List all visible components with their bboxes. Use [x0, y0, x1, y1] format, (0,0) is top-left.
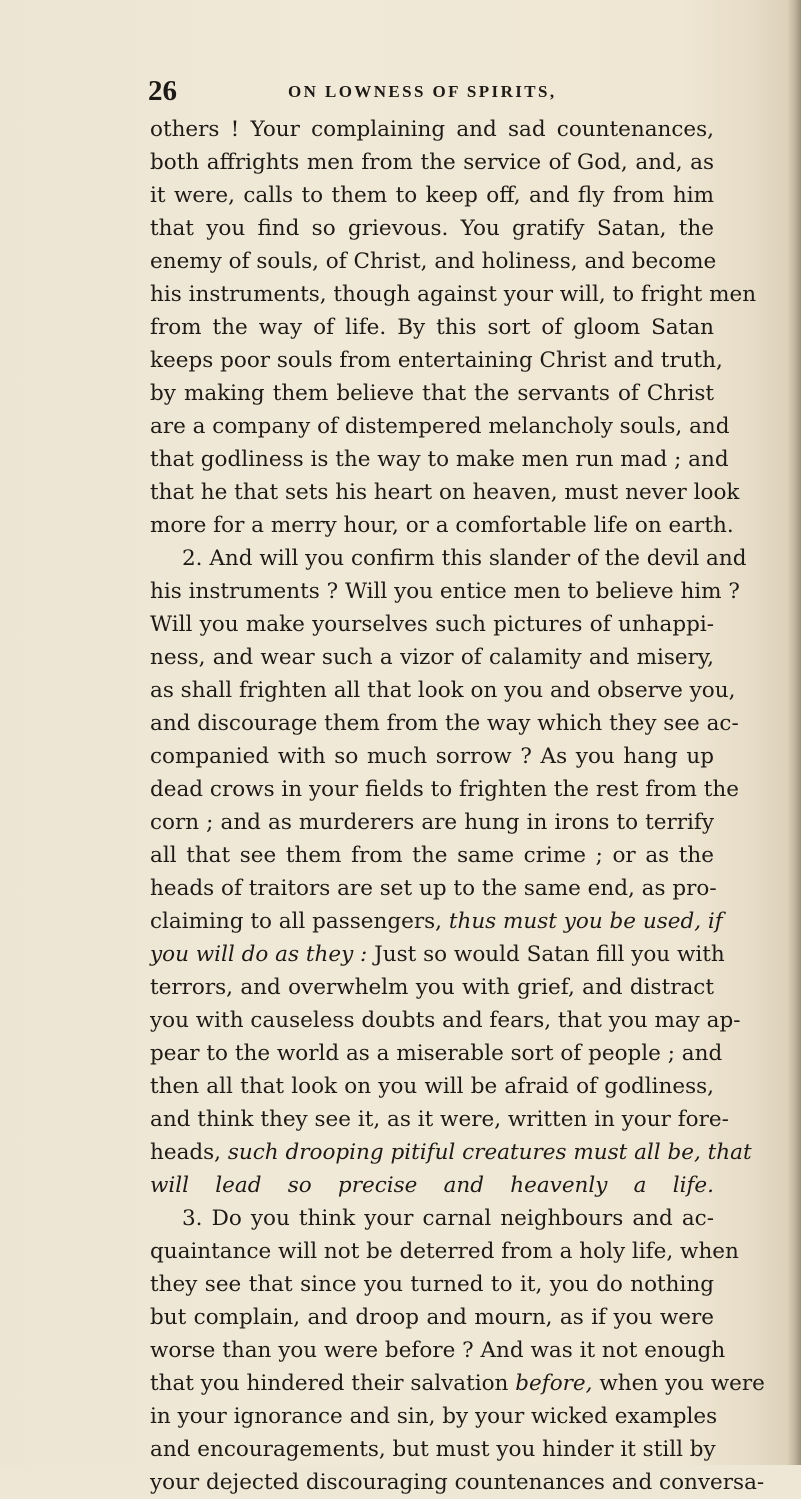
text-segment: by making them believe that the servants of Christ — [150, 381, 714, 406]
text-segment: pear to the world as a miserable sort of people ; and — [150, 1041, 723, 1066]
text-segment: but complain, and droop and mourn, as if you were — [150, 1305, 714, 1330]
text-segment: as shall frighten all that look on you and observe you, — [150, 678, 736, 703]
text-segment: that he that sets his heart on heaven, must never look — [150, 480, 740, 505]
text-line — [150, 1466, 765, 1499]
text-line — [150, 806, 714, 839]
text-line — [150, 839, 714, 872]
text-segment: in your ignorance and sin, by your wicked examples — [150, 1404, 718, 1429]
italic-text: such drooping pitiful creatures must all be, that — [227, 1140, 752, 1165]
text-line — [150, 938, 725, 971]
text-line — [150, 344, 723, 377]
text-line — [150, 905, 723, 938]
text-segment: keeps poor souls from entertaining Christ and truth, — [150, 348, 723, 373]
text-segment: dead crows in your fields to frighten the rest from the — [150, 777, 739, 802]
text-line — [150, 575, 740, 608]
text-line — [150, 1334, 726, 1367]
text-line — [150, 641, 714, 674]
italic-text: will lead so precise and heavenly a life. — [150, 1173, 714, 1198]
text-line — [150, 146, 714, 179]
text-segment: companied with so much sorrow ? As you hang up — [150, 744, 714, 769]
text-segment: your dejected discouraging countenances and conversa- — [150, 1470, 765, 1495]
italic-text: thus must you be used, if — [448, 909, 723, 934]
text-line — [150, 1103, 729, 1136]
text-segment: more for a merry hour, or a comfortable life on earth. — [150, 513, 734, 538]
text-line — [150, 245, 717, 278]
text-line — [150, 872, 717, 905]
text-line — [150, 179, 714, 212]
text-line — [150, 476, 740, 509]
text-segment: Will you make yourselves such pictures of unhappi- — [150, 612, 714, 637]
text-segment: all that see them from the same crime ; or as the — [150, 843, 714, 868]
text-line — [150, 1235, 739, 1268]
text-line — [150, 542, 747, 575]
running-head — [148, 74, 708, 108]
italic-text: before, — [515, 1371, 593, 1396]
text-segment: ness, and wear such a vizor of calamity and misery, — [150, 645, 714, 670]
text-line — [150, 311, 714, 344]
text-segment: 3. Do you think your carnal neighbours and ac- — [182, 1206, 714, 1231]
text-segment: then all that look on you will be afraid of godliness, — [150, 1074, 714, 1099]
text-segment: both affrights men from the service of God, and, as — [150, 150, 714, 175]
text-line — [150, 509, 734, 542]
text-segment: claiming to all passengers, — [150, 909, 449, 934]
text-line — [150, 1004, 741, 1037]
text-segment: and discourage them from the way which they see ac- — [150, 711, 739, 736]
text-line — [150, 410, 730, 443]
text-segment: 2. And will you confirm this slander of the devil and — [182, 546, 747, 571]
text-segment: enemy of souls, of Christ, and holiness, and become — [150, 249, 717, 274]
text-line — [150, 212, 714, 245]
text-line — [150, 443, 729, 476]
text-segment: worse than you were before ? And was it not enough — [150, 1338, 726, 1363]
text-segment: that godliness is the way to make men run mad ; and — [150, 447, 729, 472]
text-line — [150, 1367, 765, 1400]
text-line — [150, 1268, 714, 1301]
text-segment: when you were — [592, 1371, 765, 1396]
text-line — [150, 1400, 718, 1433]
text-segment: others ! Your complaining and sad countenances, — [150, 117, 714, 142]
text-line — [150, 278, 757, 311]
text-segment: that you find so grievous. You gratify Satan, the — [150, 216, 714, 241]
italic-text: you will do as they : — [150, 942, 368, 967]
text-segment: heads, — [150, 1140, 228, 1165]
text-line — [150, 1433, 714, 1466]
text-segment: his instruments ? Will you entice men to believe him ? — [150, 579, 740, 604]
text-line — [150, 707, 739, 740]
text-line — [150, 1202, 714, 1235]
text-segment: heads of traitors are set up to the same end, as pro- — [150, 876, 717, 901]
page-edge-shadow — [787, 0, 801, 1465]
text-segment: his instruments, though against your will, to fright men — [150, 282, 757, 307]
text-line — [150, 1037, 723, 1070]
text-line — [150, 773, 739, 806]
text-line — [150, 1070, 714, 1103]
text-segment: from the way of life. By this sort of gloom Satan — [150, 315, 714, 340]
text-segment: and think they see it, as it were, written in your fore- — [150, 1107, 729, 1132]
text-line — [150, 740, 714, 773]
text-segment: Just so would Satan fill you with — [367, 942, 725, 967]
text-segment: you with causeless doubts and fears, that you may ap- — [150, 1008, 741, 1033]
text-line — [150, 377, 714, 410]
text-segment: are a company of distempered melancholy souls, and — [150, 414, 730, 439]
text-segment: that you hindered their salvation — [150, 1371, 516, 1396]
text-line — [150, 113, 714, 146]
text-line — [150, 1136, 752, 1169]
text-segment: terrors, and overwhelm you with grief, and distract — [150, 975, 714, 1000]
text-line — [150, 971, 714, 1004]
text-segment: and encouragements, but must you hinder it still by — [150, 1437, 716, 1462]
text-line — [150, 674, 736, 707]
text-line — [150, 608, 714, 641]
running-head-title: ON LOWNESS OF SPIRITS, — [288, 82, 557, 101]
text-line — [150, 1301, 714, 1334]
text-line — [150, 1169, 714, 1202]
text-segment: quaintance will not be deterred from a holy life, when — [150, 1239, 739, 1264]
page-number: 26 — [148, 75, 177, 107]
text-segment: corn ; and as murderers are hung in irons to terrify — [150, 810, 714, 835]
text-segment: it were, calls to them to keep off, and fly from him — [150, 183, 714, 208]
text-segment: they see that since you turned to it, you do nothing — [150, 1272, 714, 1297]
body-text — [150, 113, 765, 1499]
